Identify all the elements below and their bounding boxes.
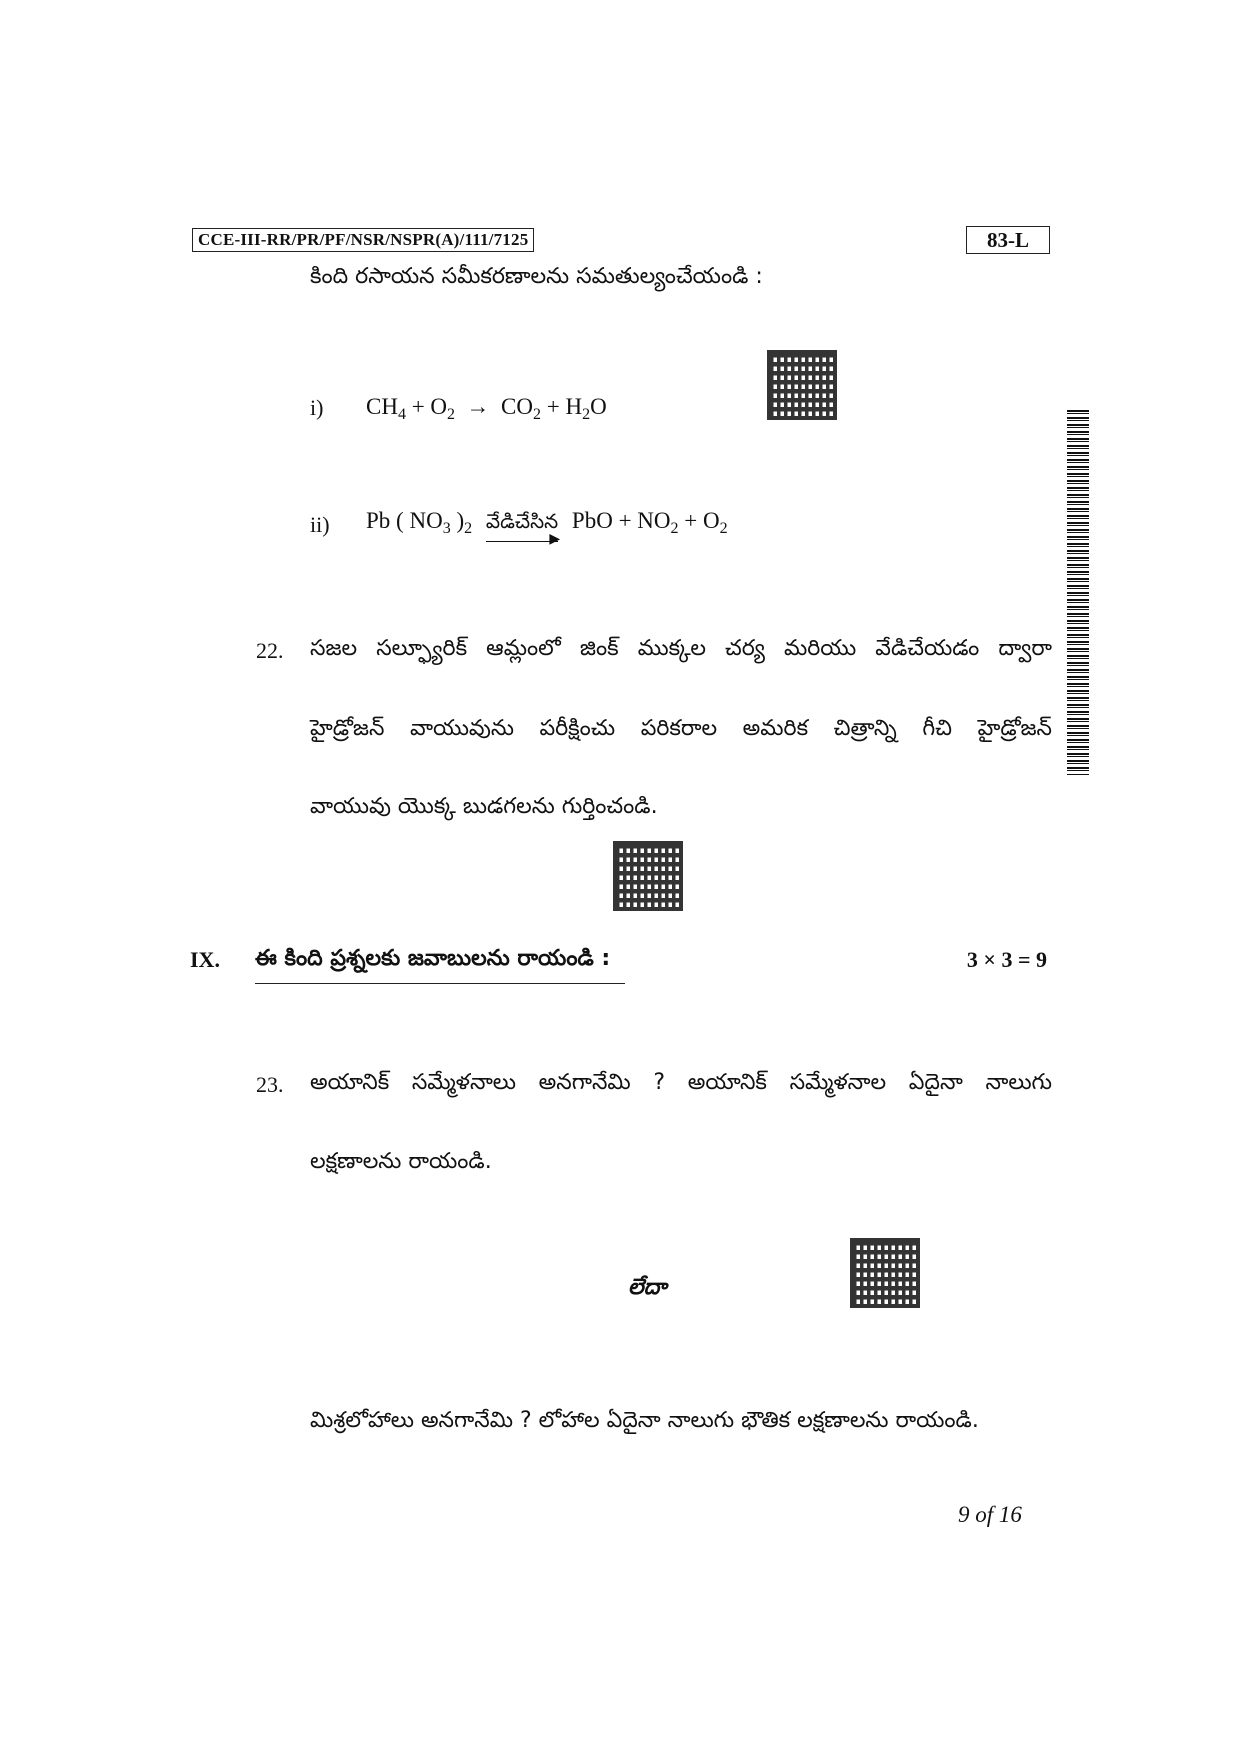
question-22-line3: వాయువు యొక్క బుడగలను గుర్తించండి. [310, 794, 658, 819]
qr-code-icon [613, 841, 683, 911]
paper-code-header: CCE-III-RR/PR/PF/NSR/NSPR(A)/111/7125 [192, 228, 534, 252]
equation-i: $CH_4 + O_2 \to CO_2 + H_2O$ [366, 394, 607, 423]
qr-code-icon [767, 350, 837, 420]
section-number: IX. [190, 947, 220, 972]
question-23-alternative: మిశ్రలోహాలు అనగానేమి ? లోహాల ఏదైనా నాలుగు భౌతిక లక్షణాలను రాయండి. [310, 1408, 979, 1433]
or-label: లేదా [628, 1275, 667, 1300]
page-number: 9 of 16 [958, 1502, 1022, 1527]
barcode-icon [1067, 410, 1089, 775]
equation-number: i) [310, 395, 324, 420]
section-title: ఈ కింది ప్రశ్నలకు జవాబులను రాయండి : [255, 946, 611, 971]
equation-number: ii) [310, 512, 330, 537]
question-number: 23. [256, 1072, 284, 1097]
reaction-arrow: వేడిచేసిన ▶ [485, 509, 561, 547]
section-title-underline [255, 983, 625, 984]
paper-number-box: 83-L [966, 226, 1050, 254]
qr-code-icon [850, 1238, 920, 1308]
section-marks: 3 × 3 = 9 [966, 947, 1047, 972]
question-22-line1: సజల సల్ఫ్యూరిక్ ఆమ్లంలో జింక్ ముక్కల చర్య మరియు వేడిచేయడం ద్వారా [310, 636, 1052, 661]
question-23-line1: అయానిక్ సమ్మేళనాలు అనగానేమి ? అయానిక్ సమ్మేళనాల ఏదైనా నాలుగు [310, 1070, 1052, 1095]
instruction-text: కింది రసాయన సమీకరణాలను సమతుల్యంచేయండి : [310, 264, 763, 289]
question-22-line2: హైడ్రోజన్ వాయువును పరీక్షించు పరికరాల అమరిక చిత్రాన్ని గీచి హైడ్రోజన్ [310, 716, 1052, 741]
question-number: 22. [256, 638, 284, 663]
equation-ii: Pb ( $NO_3$ )$_2$ వేడిచేసిన ▶ PbO + $NO_2 + O_2$ [366, 508, 728, 547]
question-23-line2: లక్షణాలను రాయండి. [310, 1149, 492, 1174]
